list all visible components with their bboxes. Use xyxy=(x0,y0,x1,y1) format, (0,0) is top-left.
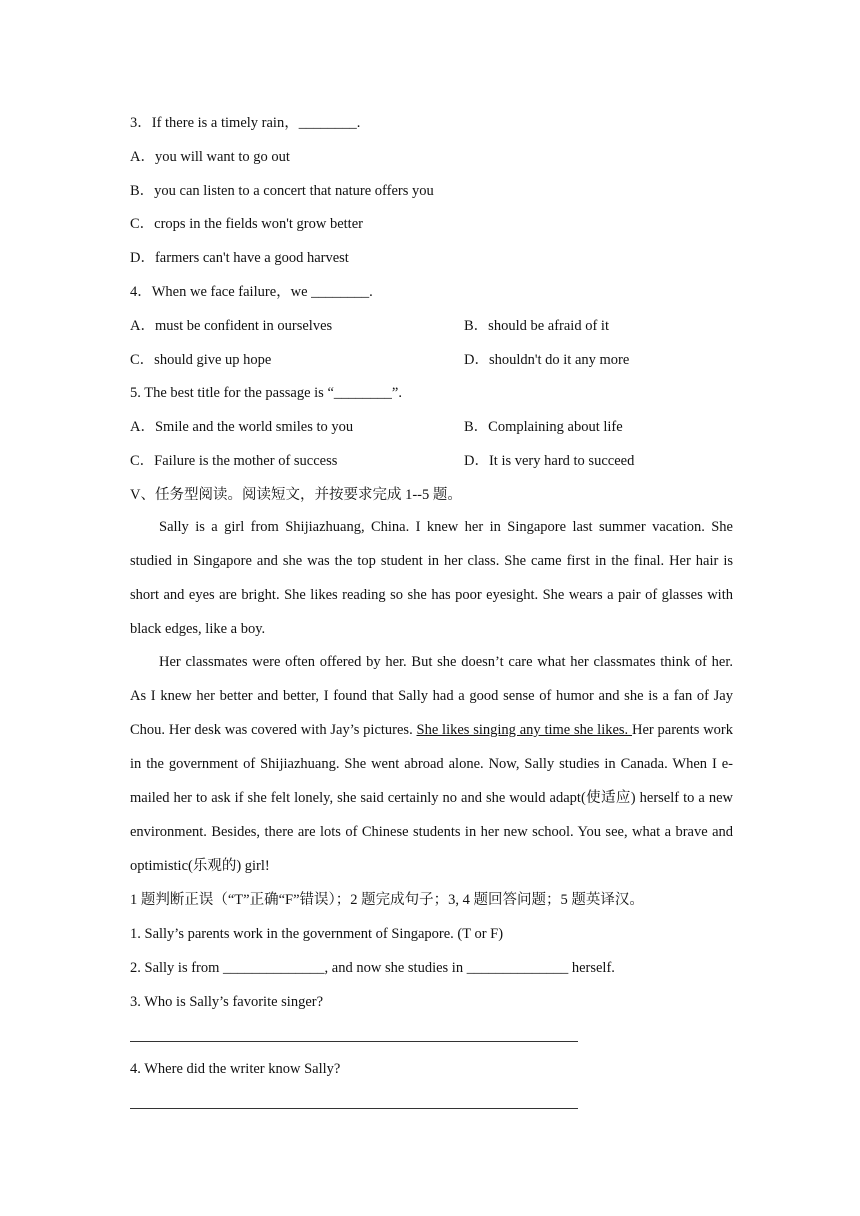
task-3: 3. Who is Sally’s favorite singer? xyxy=(130,994,324,1010)
paragraph-2-end: Her parents work in the government of Shijiazhuang. She went abroad alone. Now, Sally studies in Canada. When I e-mailed her to ask if she felt lonely, she said certainly no and she would adapt(使适应) herself to a new environment. Besides, there are lots of Chinese students in her new school. You see, what a brave and optimistic(乐观的) girl! xyxy=(130,722,733,874)
paragraph-2-text xyxy=(130,645,733,883)
underlined-sentence: She likes singing any time she likes. xyxy=(416,722,632,738)
q3-option-d: D．farmers can't have a good harvest xyxy=(130,250,349,266)
q4-stem: 4．When we face failure，we ________. xyxy=(130,284,373,300)
q5-option-a: A．Smile and the world smiles to you xyxy=(130,419,354,435)
q5-option-d: D．It is very hard to succeed xyxy=(464,453,635,469)
answer-line-3[interactable] xyxy=(130,1041,578,1042)
passage-paragraph-1 xyxy=(130,510,733,646)
section-heading: V、任务型阅读。阅读短文，并按要求完成 1--5 题。 xyxy=(130,487,462,503)
q4-option-a: A．must be confident in ourselves xyxy=(130,318,333,334)
paragraph-2-start: Her classmates were often offered by her. But she doesn’t care what her classmates think of her. As I knew her better and better, I found that Sally had a good sense of humor and she is a fan of Jay Chou. Her desk was covered with Jay’s pictures. xyxy=(130,654,733,738)
answer-line-4[interactable] xyxy=(130,1108,578,1109)
task-2: 2. Sally is from ______________, and now she studies in ______________ herself. xyxy=(130,960,615,976)
q4-option-c: C．should give up hope xyxy=(130,352,272,368)
q3-option-b: B．you can listen to a concert that nature offers you xyxy=(130,183,434,199)
passage-paragraph-2 xyxy=(130,645,733,883)
q3-option-c: C．crops in the fields won't grow better xyxy=(130,216,363,232)
q5-option-c: C．Failure is the mother of success xyxy=(130,453,338,469)
task-1: 1. Sally’s parents work in the government of Singapore. (T or F) xyxy=(130,926,504,942)
q4-option-b: B．should be afraid of it xyxy=(464,318,609,334)
q5-stem: 5. The best title for the passage is “________”. xyxy=(130,385,402,401)
q3-stem: 3．If there is a timely rain，________. xyxy=(130,115,361,131)
task-4: 4. Where did the writer know Sally? xyxy=(130,1061,341,1077)
paragraph-1-text: Sally is a girl from Shijiazhuang, China. I knew her in Singapore last summer vacation. She studied in Singapore and she was the top student in her class. She came first in the final. Her hair is short and eyes are bright. She likes reading so she has poor eyesight. She wears a pair of glasses with black edges, like a boy. xyxy=(130,519,733,637)
task-instructions: 1 题判断正误（“T”正确“F”错误）；2 题完成句子；3, 4 题回答问题；5 题英译汉。 xyxy=(130,892,644,908)
q5-option-b: B．Complaining about life xyxy=(464,419,623,435)
q4-option-d: D．shouldn't do it any more xyxy=(464,352,630,368)
q3-option-a: A．you will want to go out xyxy=(130,149,290,165)
